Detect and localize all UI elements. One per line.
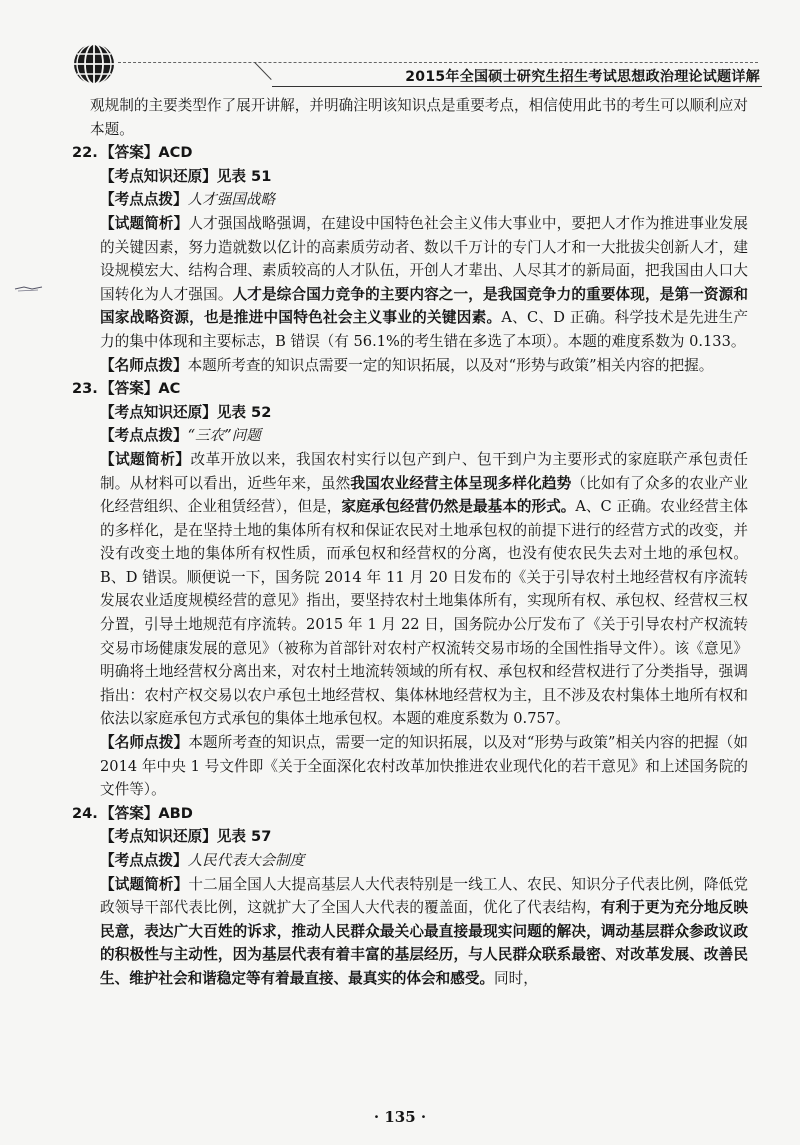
page-header bbox=[0, 0, 800, 95]
label: 【名师点拨】 bbox=[100, 356, 188, 374]
globe-icon bbox=[72, 42, 116, 86]
knowledge-point bbox=[72, 401, 748, 425]
tips-text: 本题所考查的知识点，需要一定的知识拓展，以及对“形势与政策”相关内容的把握（如 2014 年中央 1 号文件即《关于全面深化农村改革加快推进农业现代化的若干意见》和上述国务院的文件等）。 bbox=[100, 734, 748, 799]
teacher-tips bbox=[72, 354, 748, 378]
value: “三农”问题 bbox=[187, 427, 261, 445]
value: 人才强国战略 bbox=[187, 191, 276, 209]
header-slant-rule bbox=[254, 62, 271, 80]
analysis bbox=[72, 212, 748, 354]
answer-text: 【答案】AC bbox=[100, 380, 181, 398]
value: 见表 51 bbox=[216, 167, 272, 185]
key-point bbox=[72, 424, 748, 448]
analysis-bold-text: 人才是综合国力竞争的主要内容之一，是我国竞争力的重要体现，是第一资源和国家战略资源，也是推进中国特色社会主义事业的关键因素。 bbox=[100, 285, 748, 327]
label: 【考点点拨】 bbox=[100, 191, 188, 209]
label: 【考点点拨】 bbox=[100, 427, 188, 445]
label: 【考点知识还原】 bbox=[100, 167, 217, 185]
answer-line bbox=[72, 377, 748, 401]
label: 【试题简析】 bbox=[100, 875, 189, 893]
header-underline bbox=[272, 86, 762, 87]
analysis bbox=[72, 448, 748, 731]
book-title: 2015年全国硕士研究生招生考试思想政治理论试题详解 bbox=[405, 69, 760, 85]
label: 【考点点拨】 bbox=[100, 852, 188, 869]
analysis bbox=[72, 873, 748, 991]
answer-line bbox=[72, 802, 748, 826]
analysis-bold-text: 有利于更为充分地反映民意，表达广大百姓的诉求，推动人民群众最关心最直接最现实问题的解决，调动基层群众参政议政的积极性与主动性，因为基层代表有着丰富的基层经历，与人民群众联系最密、对改革发展、改善民生、维护社会和谐稳定等有着最直接、最真实的体会和感受。 bbox=[100, 899, 748, 987]
page-number: · 135 · bbox=[373, 1108, 427, 1126]
answer-text: 【答案】ABD bbox=[100, 804, 193, 822]
label: 【试题简析】 bbox=[100, 450, 191, 468]
label: 【考点知识还原】 bbox=[100, 828, 217, 846]
page-content bbox=[72, 94, 748, 991]
intro-paragraph bbox=[72, 94, 748, 141]
analysis-text: 同时， bbox=[494, 969, 538, 987]
question-number: 22. bbox=[72, 144, 98, 162]
question-24 bbox=[72, 802, 748, 991]
answer-line bbox=[72, 141, 748, 165]
answer-text: 【答案】ACD bbox=[100, 144, 193, 162]
knowledge-point bbox=[72, 165, 748, 189]
label: 【名师点拨】 bbox=[100, 734, 189, 752]
analysis-text: 改革开放以来，我国农村实行以包产到户、包干到户为主要形式的家庭联产承包责任制。从材料可以看出，近些年来，虽然 bbox=[100, 450, 748, 492]
question-number: 24. bbox=[72, 804, 98, 822]
label: 【试题简析】 bbox=[100, 214, 189, 232]
teacher-tips bbox=[72, 731, 748, 802]
margin-scribble-icon bbox=[14, 284, 44, 292]
question-23 bbox=[72, 377, 748, 802]
value: 见表 52 bbox=[216, 403, 272, 421]
question-22 bbox=[72, 141, 748, 377]
key-point bbox=[72, 849, 748, 873]
analysis-bold-text: 我国农业经营主体呈现多样化趋势 bbox=[350, 474, 572, 492]
tips-text: 本题所考查的知识点需要一定的知识拓展，以及对“形势与政策”相关内容的把握。 bbox=[187, 356, 714, 374]
key-point bbox=[72, 188, 748, 212]
intro-text: 观规制的主要类型作了展开讲解，并明确注明该知识点是重要考点，相信使用此书的考生可以顺利应对本题。 bbox=[90, 97, 748, 138]
header-dashed-rule bbox=[118, 62, 758, 64]
analysis-text: A、C 正确。农业经营主体的多样化，是在坚持土地的集体所有权和保证农民对土地承包权的前提下进行的经营方式的改变，并没有改变土地的集体所有权性质，而承包权和经营权的分离，也没有使农民失去对土地的承包权。B、D 错误。顺便说一下，国务院 2014 年 11 月 20 日发布的《关于引导农村土地经营权有序流转发展农业适度规模经营的意见》指出，要坚持农村土地集体所有，实现所有权、承包权、经营权三权分置，引导土地规范有序流转。2015 年 1 月 22 日，国务院办公厅发布了《关于引导农村产权流转交易市场健康发展的意见》（被称为首部针对农村产权流转交易市场的全国性指导文件）。该《意见》明确将土地经营权分离出来，对农村土地流转领域的所有权、承包权和经营权进行了分类指导，强调指出：农村产权交易以农户承包土地经营权、集体林地经营权为主，且不涉及农村集体土地所有权和依法以家庭承包方式承包的集体土地承包权。本题的难度系数为 0.757。 bbox=[100, 498, 748, 728]
value: 见表 57 bbox=[216, 828, 272, 846]
analysis-text: 人才强国战略强调，在建设中国特色社会主义伟大事业中，要把人才作为推进事业发展的关键因素，努力造就数以亿计的高素质劳动者、数以千万计的专门人才和一大批拔尖创新人才，建设规模宏大、结构合理、素质较高的人才队伍，开创人才辈出、人尽其才的新局面，把我国由人口大国转化为人才强国。 bbox=[100, 214, 748, 303]
value: 人民代表大会制度 bbox=[187, 852, 305, 869]
analysis-bold-text: 家庭承包经营仍然是最基本的形式。 bbox=[341, 498, 576, 516]
knowledge-point bbox=[72, 825, 748, 849]
label: 【考点知识还原】 bbox=[100, 403, 217, 421]
question-number: 23. bbox=[72, 380, 98, 398]
analysis-text: 十二届全国人大提高基层人大代表特别是一线工人、农民、知识分子代表比例，降低党政领导干部代表比例，这就扩大了全国人大代表的覆盖面，优化了代表结构， bbox=[100, 875, 748, 917]
analysis-text: A、C、D 正确。科学技术是先进生产力的集中体现和主要标志，B 错误（有 56.1%的考生错在多选了本项）。本题的难度系数为 0.133。 bbox=[100, 309, 749, 350]
analysis-text: （比如有了众多的农业产业化经营组织、企业租赁经营），但是， bbox=[100, 474, 748, 516]
